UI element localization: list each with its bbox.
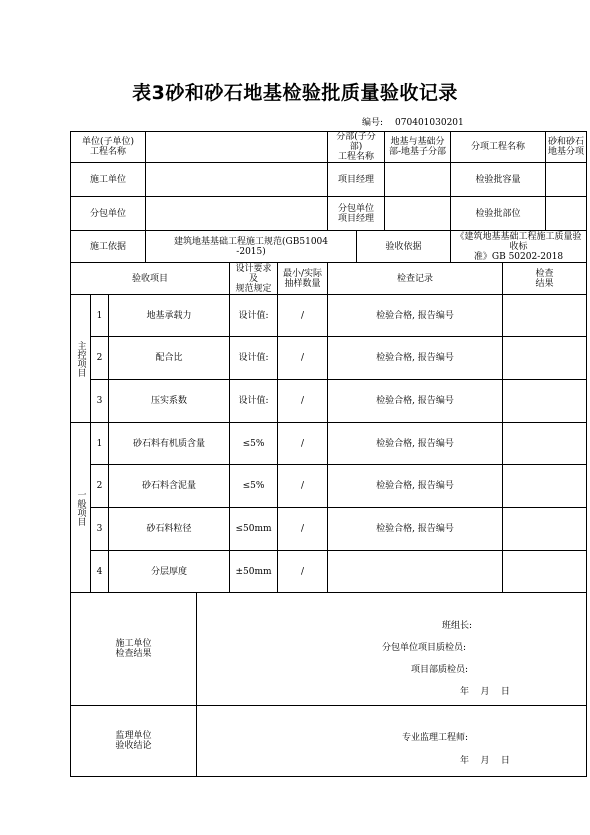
batch-part-value[interactable]: [546, 197, 587, 231]
quality-inspector-label: 项目部质检员:: [411, 665, 469, 675]
header-row-construction: [71, 163, 587, 197]
item-name: 砂石料粒径: [109, 508, 230, 551]
form-code: [362, 115, 476, 128]
item-number: 2: [91, 337, 109, 380]
col-inspection-record: 检查记录: [328, 263, 503, 295]
team-leader-label: 班组长:: [442, 621, 473, 631]
supervision-result-label: 监理单位 验收结论: [71, 706, 197, 777]
unit-name-value[interactable]: [146, 132, 328, 163]
item-sample: /: [278, 465, 328, 508]
project-manager-value[interactable]: [385, 163, 451, 197]
item-name: 配合比: [109, 337, 230, 380]
item-record[interactable]: 检验合格, 报告编号: [328, 423, 503, 465]
item-result[interactable]: [503, 508, 587, 551]
item-requirement: ±50mm: [230, 551, 278, 593]
item-number: 3: [91, 380, 109, 423]
page-title: 表3砂和砂石地基检验批质量验收记录: [132, 82, 458, 104]
item-record[interactable]: 检验合格, 报告编号: [328, 380, 503, 423]
header-row-unit: [71, 132, 587, 163]
subcontract-pm-label: 分包单位 项目经理: [328, 197, 385, 231]
construction-basis-label: 施工依据: [71, 231, 146, 263]
item-sample: /: [278, 380, 328, 423]
table-row: [71, 380, 587, 423]
batch-capacity-value[interactable]: [546, 163, 587, 197]
item-sample: /: [278, 508, 328, 551]
item-requirement: ≤5%: [230, 465, 278, 508]
item-name-label: 分项工程名称: [451, 132, 546, 163]
item-result[interactable]: [503, 465, 587, 508]
item-name: 分层厚度: [109, 551, 230, 593]
header-row-subcontract: [71, 197, 587, 231]
item-number: 1: [91, 295, 109, 337]
item-sample: /: [278, 551, 328, 593]
construction-date-label: 年 月 日: [460, 687, 510, 697]
general-group-label: 一般项目: [71, 423, 91, 593]
col-design-requirement: 设计要求及 规范规定: [230, 263, 278, 295]
item-requirement: 设计值:: [230, 380, 278, 423]
construction-result-row: [71, 593, 587, 706]
item-result[interactable]: [503, 380, 587, 423]
item-sample: /: [278, 423, 328, 465]
item-name: 砂石料含泥量: [109, 465, 230, 508]
sub-quality-inspector-label: 分包单位项目质检员:: [382, 643, 467, 653]
col-sample-count: 最小/实际 抽样数量: [278, 263, 328, 295]
item-result[interactable]: [503, 551, 587, 593]
supervision-result-signatures[interactable]: [197, 706, 587, 777]
item-number: 1: [91, 423, 109, 465]
supervision-date-label: 年 月 日: [460, 756, 510, 766]
item-result[interactable]: [503, 423, 587, 465]
construction-result-label: 施工单位 检查结果: [71, 593, 197, 706]
acceptance-basis-value: 《建筑地基基础工程施工质量验收标 准》GB 50202-2018: [451, 231, 587, 263]
table-row: [71, 337, 587, 380]
unit-name-label: 单位(子单位) 工程名称: [71, 132, 146, 163]
item-record[interactable]: [328, 551, 503, 593]
item-requirement: ≤5%: [230, 423, 278, 465]
subdivision-name-label: 分部(子分部) 工程名称: [328, 132, 385, 163]
project-manager-label: 项目经理: [328, 163, 385, 197]
header-row-basis: [71, 231, 587, 263]
acceptance-basis-label: 验收依据: [357, 231, 451, 263]
supervision-engineer-label: 专业监理工程师:: [402, 733, 469, 743]
inspection-form-table: [70, 131, 587, 777]
item-result[interactable]: [503, 337, 587, 380]
batch-part-label: 检验批部位: [451, 197, 546, 231]
column-header-row: [71, 263, 587, 295]
table-row: [71, 423, 587, 465]
item-requirement: 设计值:: [230, 337, 278, 380]
construction-basis-value: 建筑地基基础工程施工规范(GB51004 -2015): [146, 231, 357, 263]
code-label: 编号:: [362, 118, 384, 128]
item-name-value: 砂和砂石地基分项: [546, 132, 587, 163]
item-sample: /: [278, 295, 328, 337]
code-value: 070401030201: [395, 118, 464, 128]
subcontract-unit-value[interactable]: [146, 197, 328, 231]
subcontract-unit-label: 分包单位: [71, 197, 146, 231]
item-number: 4: [91, 551, 109, 593]
construction-unit-value[interactable]: [146, 163, 328, 197]
table-row: [71, 551, 587, 593]
item-requirement: ≤50mm: [230, 508, 278, 551]
table-row: [71, 295, 587, 337]
item-sample: /: [278, 337, 328, 380]
col-inspection-item: 验收项目: [71, 263, 230, 295]
item-record[interactable]: 检验合格, 报告编号: [328, 295, 503, 337]
construction-result-signatures[interactable]: [197, 593, 587, 706]
col-inspection-result: 检查 结果: [503, 263, 587, 295]
item-record[interactable]: 检验合格, 报告编号: [328, 337, 503, 380]
subcontract-pm-value[interactable]: [385, 197, 451, 231]
batch-capacity-label: 检验批容量: [451, 163, 546, 197]
table-row: [71, 508, 587, 551]
item-name: 砂石料有机质含量: [109, 423, 230, 465]
item-result[interactable]: [503, 295, 587, 337]
item-name: 压实系数: [109, 380, 230, 423]
table-row: [71, 465, 587, 508]
supervision-result-row: [71, 706, 587, 777]
item-record[interactable]: 检验合格, 报告编号: [328, 465, 503, 508]
item-number: 2: [91, 465, 109, 508]
construction-unit-label: 施工单位: [71, 163, 146, 197]
item-number: 3: [91, 508, 109, 551]
item-record[interactable]: 检验合格, 报告编号: [328, 508, 503, 551]
main-control-group-label: 主控项目: [71, 295, 91, 423]
subdivision-name-value: 地基与基础分 部-地基子分部: [385, 132, 451, 163]
item-requirement: 设计值:: [230, 295, 278, 337]
item-name: 地基承载力: [109, 295, 230, 337]
